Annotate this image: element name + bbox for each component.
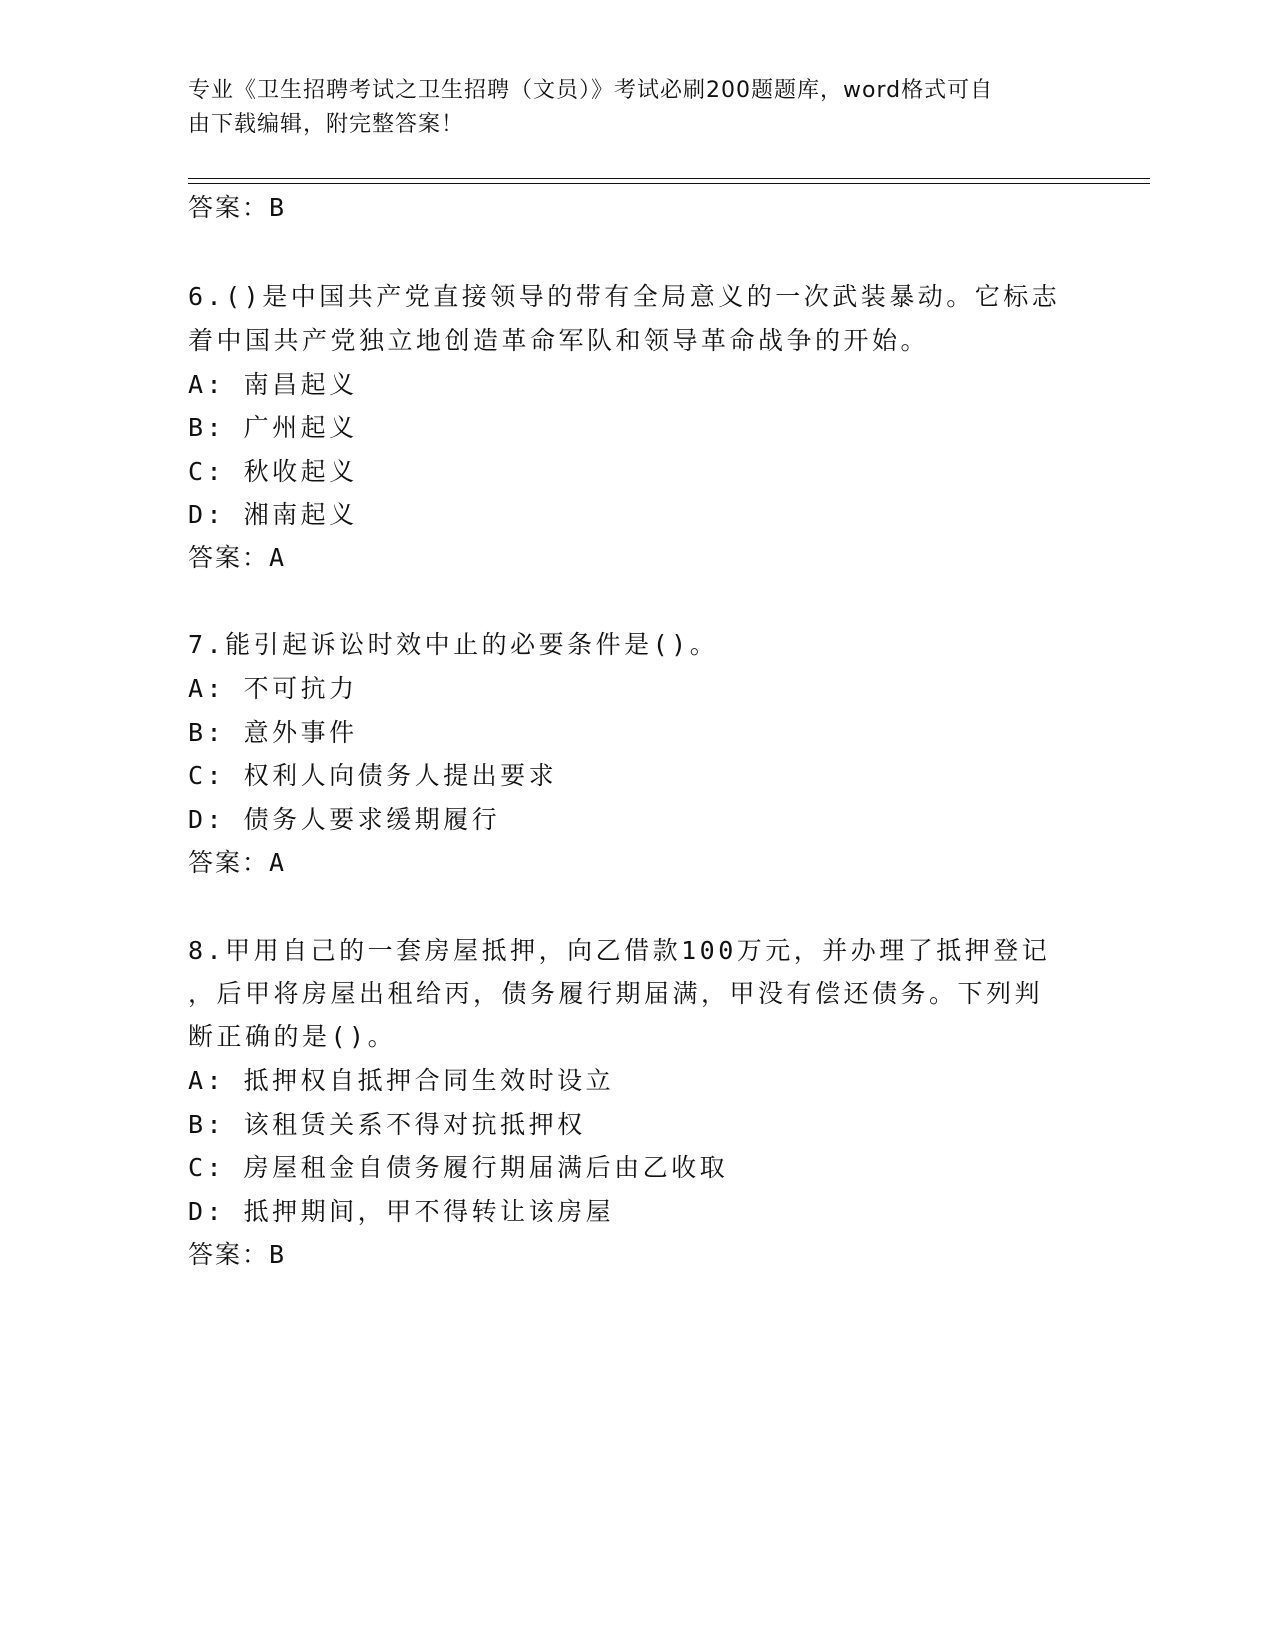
question-7-option-d: D: 债务人要求缓期履行 (188, 805, 501, 834)
question-6-stem-line-1: 6.()是中国共产党直接领导的带有全局意义的一次武装暴动。它标志 (188, 282, 1061, 311)
question-8-stem-line-3: 断正确的是()。 (188, 1022, 397, 1051)
question-8-option-a: A: 抵押权自抵押合同生效时设立 (188, 1066, 615, 1095)
question-8-option-d: D: 抵押期间，甲不得转让该房屋 (188, 1197, 615, 1226)
question-6-option-a: A: 南昌起义 (188, 370, 358, 399)
answer-value: A (269, 543, 287, 572)
question-8-option-c: C: 房屋租金自债务履行期届满后由乙收取 (188, 1153, 729, 1182)
answer-label: 答案： (188, 848, 270, 877)
header-line-2: 由下载编辑，附完整答案！ (188, 112, 465, 137)
answer-value: B (269, 193, 287, 222)
header-line-1: 专业《卫生招聘考试之卫生招聘（文员）》考试必刷200题题库，word格式可自 (188, 78, 994, 103)
question-8-answer (188, 1240, 286, 1270)
answer-label: 答案： (188, 193, 270, 222)
answer-label: 答案： (188, 543, 270, 572)
question-6-answer (188, 543, 286, 573)
question-8-option-b: B: 该租赁关系不得对抗抵押权 (188, 1110, 586, 1139)
question-8-stem-line-1: 8.甲用自己的一套房屋抵押，向乙借款100万元，并办理了抵押登记 (188, 936, 1051, 965)
header-divider-top (188, 178, 1150, 179)
question-8-stem-line-2: ，后甲将房屋出租给丙，债务履行期届满，甲没有偿还债务。下列判 (188, 979, 1044, 1008)
question-7-stem-line-1: 7.能引起诉讼时效中止的必要条件是()。 (188, 630, 719, 659)
question-7-option-b: B: 意外事件 (188, 718, 358, 747)
question-6-option-d: D: 湘南起义 (188, 500, 358, 529)
header-divider-bottom (188, 183, 1150, 184)
question-7-answer (188, 848, 286, 878)
question-6-stem-line-2: 着中国共产党独立地创造革命军队和领导革命战争的开始。 (188, 326, 930, 355)
question-6-option-c: C: 秋收起义 (188, 457, 358, 486)
question-6-option-b: B: 广州起义 (188, 413, 358, 442)
question-7-option-c: C: 权利人向债务人提出要求 (188, 761, 558, 790)
document-header (188, 74, 1068, 142)
question-7-option-a: A: 不可抗力 (188, 674, 358, 703)
answer-label: 答案： (188, 1240, 270, 1269)
answer-value: B (269, 1240, 287, 1269)
answer-value: A (269, 848, 287, 877)
answer-line-prev (188, 193, 286, 223)
